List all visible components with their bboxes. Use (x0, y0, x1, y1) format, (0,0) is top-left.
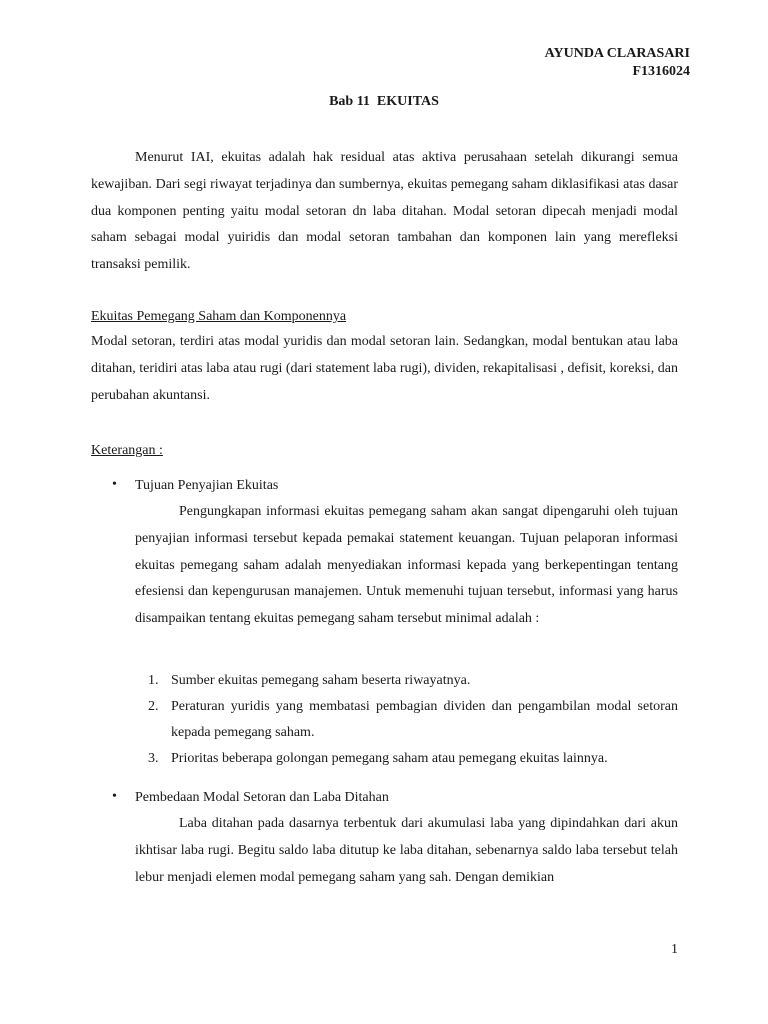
section-paragraph-ekuitas (91, 329, 678, 409)
list-text: Peraturan yuridis yang membatasi pembagian dividen dan pengambilan modal setoran kepada pemegang saham. (171, 699, 678, 740)
list-number: 1. (148, 673, 159, 688)
list-number: 3. (148, 751, 159, 766)
bullet-label-pembedaan: Pembedaan Modal Setoran dan Laba Ditahan (135, 790, 389, 805)
list-item (135, 668, 678, 694)
list-item (135, 746, 678, 772)
chapter-title: Bab 11 EKUITAS (329, 94, 439, 109)
bullet-label-tujuan: Tujuan Penyajian Ekuitas (135, 478, 279, 493)
list-text: Prioritas beberapa golongan pemegang saham atau pemegang ekuitas lainnya. (171, 751, 608, 766)
bullet-icon: • (112, 789, 117, 804)
keterangan-heading: Keterangan : (91, 443, 163, 458)
section-text-ekuitas: Modal setoran, terdiri atas modal yuridis dan modal setoran lain. Sedangkan, modal bentukan atau laba ditahan, teridiri atas laba atau rugi (dari statement laba rugi), dividen, rekapitalisasi , defisit, koreksi, dan perubahan akuntansi. (91, 334, 678, 403)
tujuan-paragraph (135, 499, 678, 633)
list-text: Sumber ekuitas pemegang saham beserta riwayatnya. (171, 673, 471, 688)
list-number: 2. (148, 699, 159, 714)
page-number: 1 (671, 942, 678, 957)
list-item (135, 694, 678, 746)
section-heading-ekuitas: Ekuitas Pemegang Saham dan Komponennya (91, 309, 347, 324)
tujuan-text: Pengungkapan informasi ekuitas pemegang saham akan sangat dipengaruhi oleh tujuan penyajian informasi tersebut kepada pemakai statement keuangan. Tujuan pelaporan informasi ekuitas pemegang saham adalah menyediakan informasi kepada yang berkepentingan tentang efesiensi dan kepengurusan manajemen. Untuk memenuhi tujuan tersebut, informasi yang harus disampaikan tentang ekuitas pemegang saham tersebut minimal adalah : (135, 504, 678, 627)
pembedaan-text: Laba ditahan pada dasarnya terbentuk dari akumulasi laba yang dipindahkan dari akun ikhtisar laba rugi. Begitu saldo laba ditutup ke laba ditahan, sebenarnya saldo laba tersebut telah lebur menjadi elemen modal pemegang saham yang sah. Dengan demikian (135, 816, 678, 885)
student-id: F1316024 (632, 64, 690, 79)
author-header (545, 45, 690, 81)
pembedaan-paragraph (135, 811, 678, 891)
intro-paragraph (91, 145, 678, 279)
bullet-icon: • (112, 477, 117, 492)
author-name: AYUNDA CLARASARI (544, 46, 690, 61)
numbered-list (135, 668, 678, 772)
intro-text: Menurut IAI, ekuitas adalah hak residual atas aktiva perusahaan setelah dikurangi semua kewajiban. Dari segi riwayat terjadinya dan sumbernya, ekuitas pemegang saham diklasifikasi atas dasar dua komponen penting yaitu modal setoran dn laba ditahan. Modal setoran dipecah menjadi modal saham sebagai modal yuiridis dan modal setoran tambahan dan komponen lain yang merefleksi transaksi pemilik. (91, 150, 678, 273)
